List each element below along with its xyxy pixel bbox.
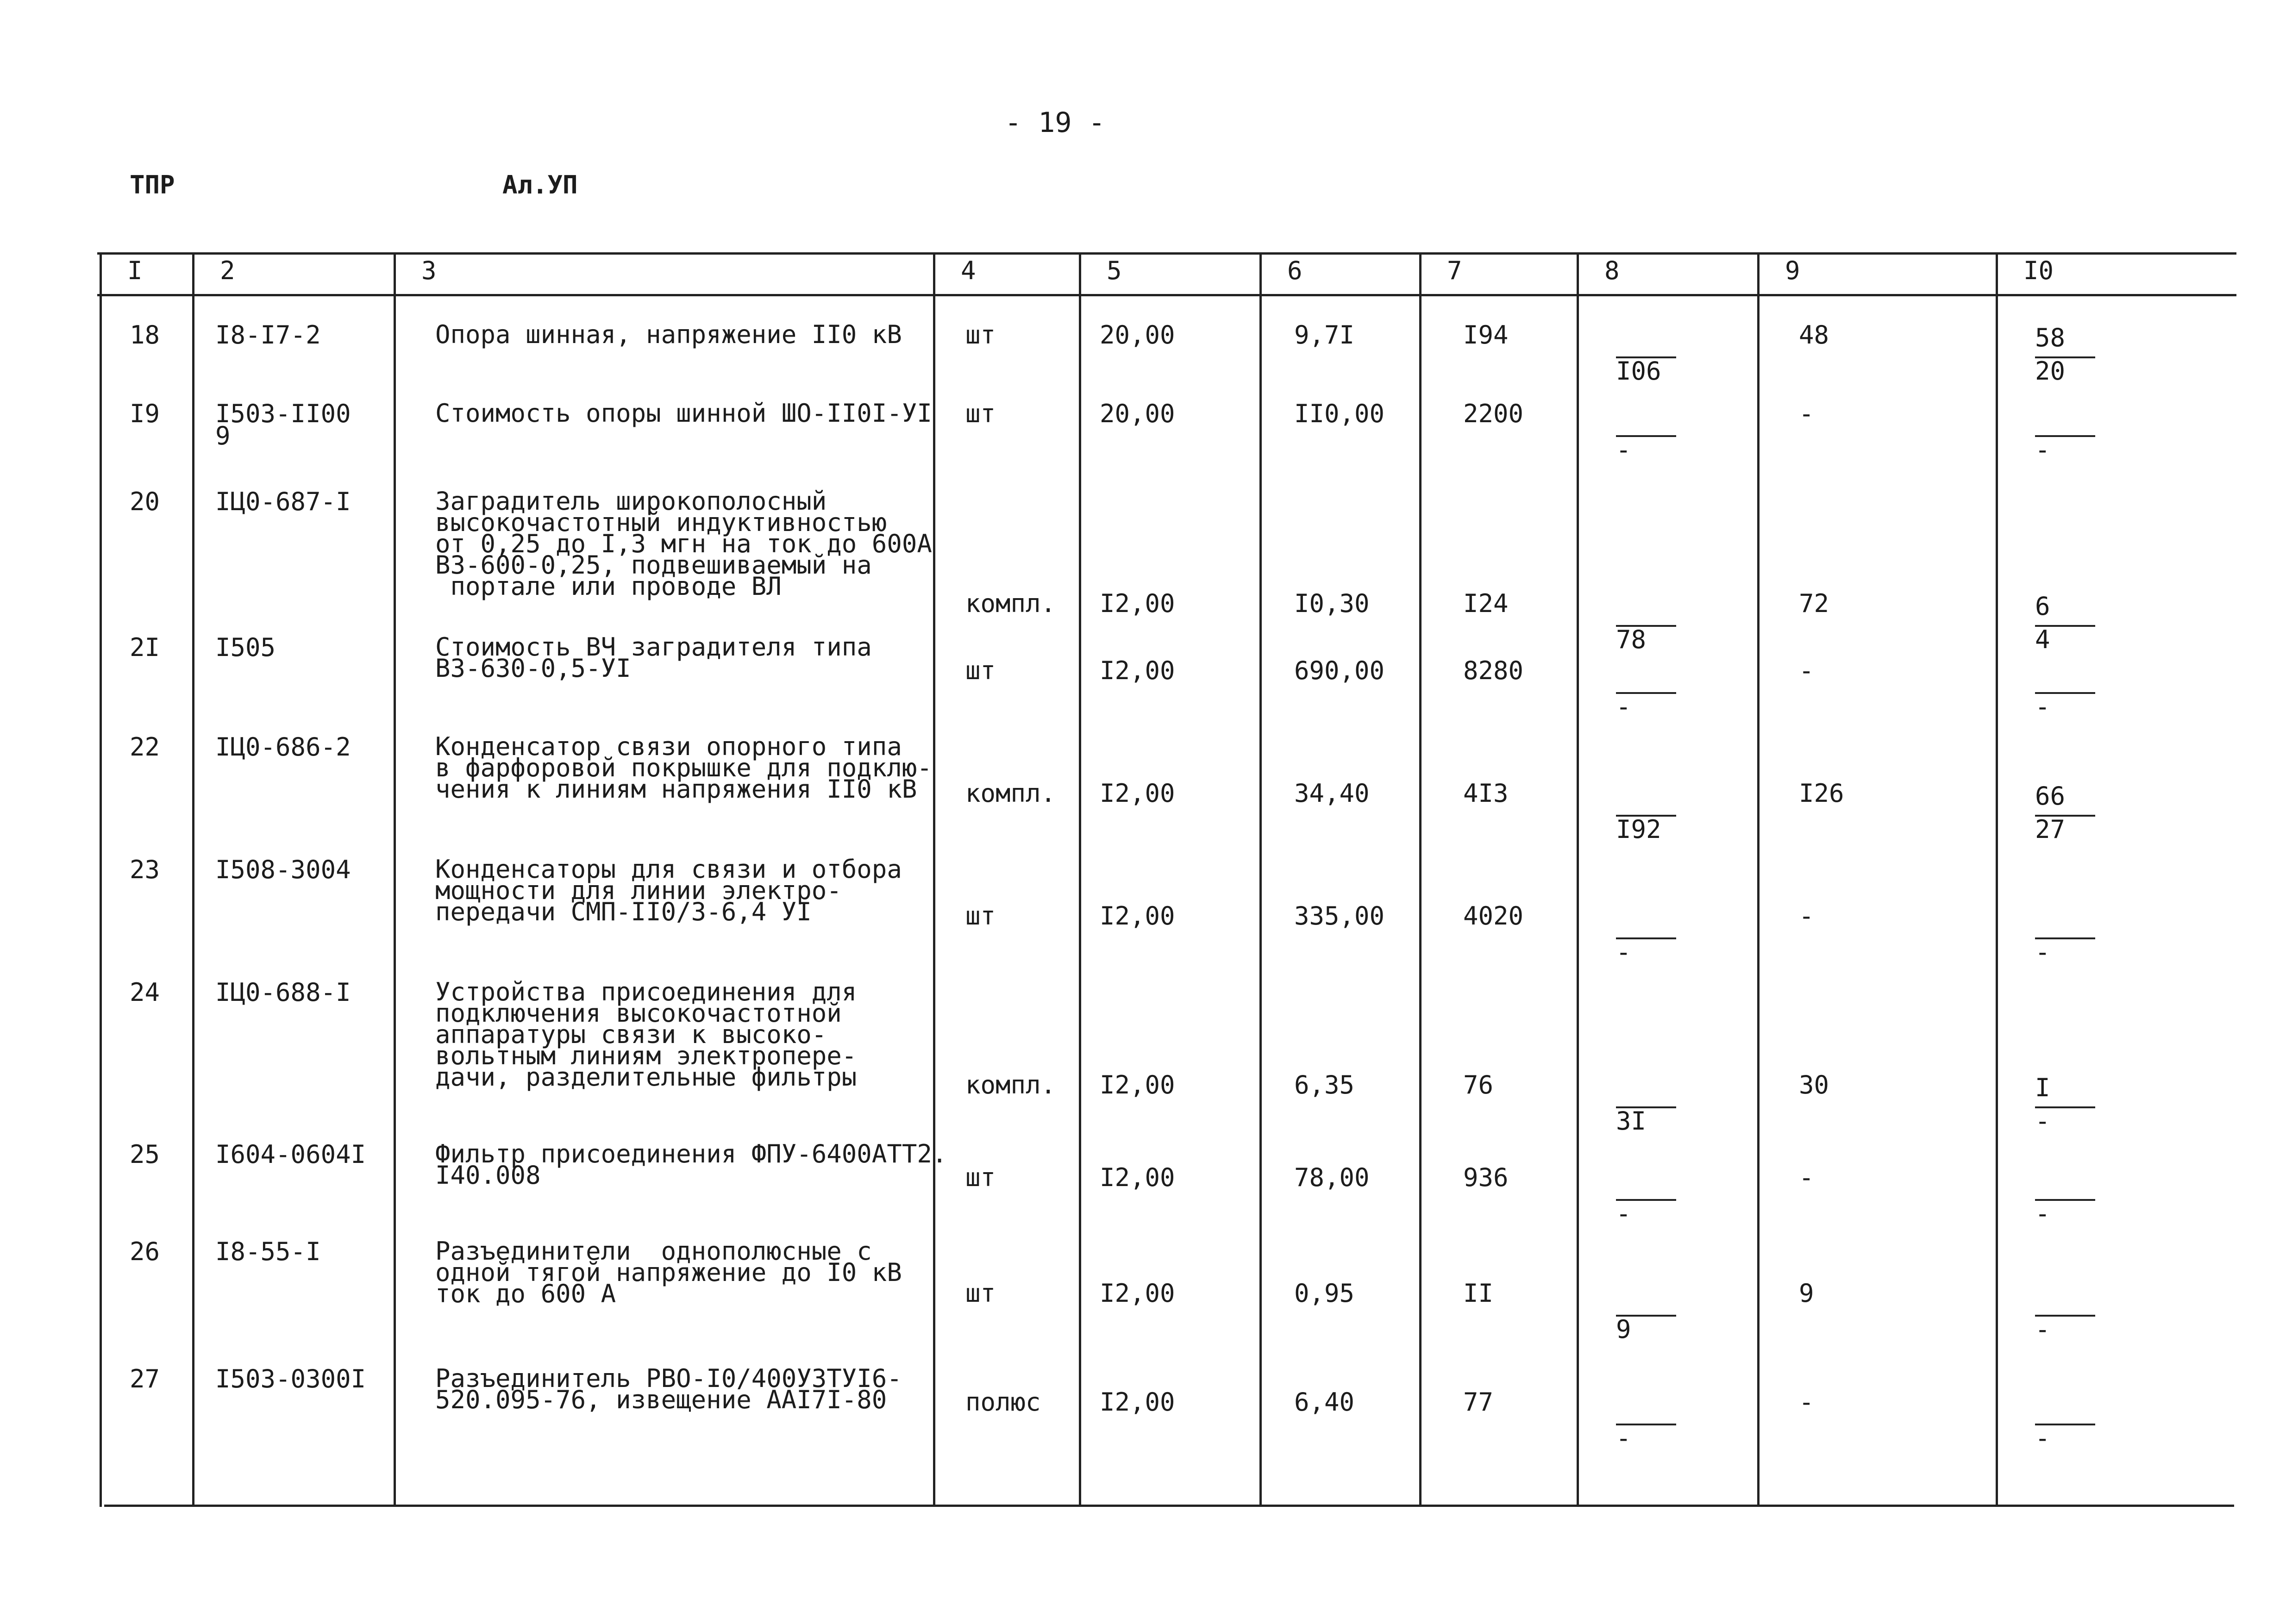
fraction-denominator: I06 (1616, 356, 1661, 386)
column-divider (1996, 252, 1998, 1507)
row-price: 690,00 (1294, 656, 1385, 685)
fraction-denominator: 3I (1616, 1106, 1647, 1136)
row-quantity: I2,00 (1100, 779, 1175, 808)
row-number: I9 (130, 399, 160, 428)
row-number: 20 (130, 487, 160, 516)
row-total: I24 (1463, 589, 1509, 618)
row-total: 8280 (1463, 656, 1524, 685)
row-price: 34,40 (1294, 779, 1370, 808)
fraction-denominator: - (2035, 1424, 2050, 1453)
row-unit: шт (965, 1163, 996, 1192)
fraction-denominator: - (2035, 1106, 2050, 1136)
row-description: Устройства присоединения для подключения высокочастотной аппаратуры связи к высоко- вольтным линиям электропере- дачи, разделительные фильтры (435, 977, 857, 1092)
header-bottom-border (97, 294, 2236, 296)
fraction-denominator: - (2035, 435, 2050, 464)
fraction-denominator: 4 (2035, 625, 2050, 654)
row-description: Фильтр присоединения ФПУ-6400АТТ2. I40.008 (435, 1139, 947, 1190)
column-divider (1079, 252, 1081, 1507)
row-code: I8-55-I (215, 1237, 321, 1266)
row-code: I505 (215, 633, 276, 662)
row-total: 4I3 (1463, 779, 1509, 808)
row-description: Опора шинная, напряжение II0 кВ (435, 320, 902, 349)
row-unit: шт (965, 320, 996, 350)
row-number: 26 (130, 1237, 160, 1266)
row-unit: шт (965, 399, 996, 428)
row-number: 27 (130, 1364, 160, 1393)
row-price: I0,30 (1294, 589, 1370, 618)
row-price: 335,00 (1294, 901, 1385, 931)
fraction-denominator: - (2035, 1315, 2050, 1344)
column-divider (192, 252, 194, 1507)
row-price: 6,40 (1294, 1387, 1355, 1417)
row-description: Заградитель широкополосный высокочастотный индуктивностью от 0,25 до I,3 мгн на ток до 600А ВЗ-600-0,25, подвешиваемый на портале или проводе ВЛ (435, 487, 932, 601)
row-description: Стоимость ВЧ заградителя типа ВЗ-630-0,5-УI (435, 632, 872, 683)
row-quantity: I2,00 (1100, 656, 1175, 685)
left-code: ТПР (130, 170, 175, 200)
row-quantity: 20,00 (1100, 399, 1175, 428)
row-price: 0,95 (1294, 1279, 1355, 1308)
fraction-denominator: - (2035, 1199, 2050, 1228)
row-col9: - (1799, 1387, 1814, 1417)
row-code: I503-II00 9 (215, 399, 351, 450)
row-total: 76 (1463, 1070, 1494, 1099)
fraction-denominator: 20 (2035, 356, 2066, 386)
fraction-denominator: I92 (1616, 815, 1661, 844)
page-number: - 19 - (1005, 106, 1105, 139)
row-number: 25 (130, 1140, 160, 1169)
row-code: I503-0300I (215, 1364, 366, 1393)
table-top-border (97, 252, 2236, 255)
column-header: 9 (1785, 256, 1800, 285)
fraction-numerator: I (2035, 1073, 2050, 1102)
row-quantity: I2,00 (1100, 1279, 1175, 1308)
row-price: 9,7I (1294, 320, 1355, 350)
column-divider (933, 252, 935, 1507)
row-total: I94 (1463, 320, 1509, 350)
column-header: 7 (1447, 256, 1462, 285)
row-price: II0,00 (1294, 399, 1385, 428)
table-bottom-border (104, 1505, 2234, 1507)
column-divider (1419, 252, 1422, 1507)
fraction-numerator: 6 (2035, 592, 2050, 621)
row-description: Разъединители однополюсные с одной тягой напряжение до I0 кВ ток до 600 А (435, 1237, 902, 1308)
row-number: 2I (130, 633, 160, 662)
row-unit: шт (965, 656, 996, 685)
column-divider (1757, 252, 1760, 1507)
row-unit: шт (965, 1279, 996, 1308)
column-header: 6 (1287, 256, 1303, 285)
column-header: I (127, 256, 143, 285)
row-col9: 48 (1799, 320, 1829, 350)
row-unit: компл. (965, 779, 1056, 808)
row-col9: 72 (1799, 589, 1829, 618)
row-unit: компл. (965, 1070, 1056, 1099)
fraction-denominator: - (2035, 937, 2050, 967)
row-quantity: I2,00 (1100, 1387, 1175, 1417)
column-header: I0 (2023, 256, 2054, 285)
fraction-denominator: - (1616, 937, 1631, 967)
fraction-denominator: - (1616, 1199, 1631, 1228)
album-label: Ал.УП (502, 170, 578, 200)
fraction-numerator: 58 (2035, 323, 2066, 352)
fraction-denominator: 27 (2035, 815, 2066, 844)
row-unit: полюс (965, 1387, 1041, 1417)
row-unit: шт (965, 901, 996, 931)
row-total: 77 (1463, 1387, 1494, 1417)
row-col9: - (1799, 901, 1814, 931)
row-description: Конденсаторы для связи и отбора мощности для линии электро- передачи СМП-II0/3-6,4 УI (435, 855, 902, 926)
column-header: 2 (220, 256, 235, 285)
row-code: I8-I7-2 (215, 320, 321, 350)
column-header: 5 (1107, 256, 1122, 285)
row-price: 6,35 (1294, 1070, 1355, 1099)
fraction-denominator: 78 (1616, 625, 1647, 654)
row-quantity: I2,00 (1100, 1070, 1175, 1099)
row-number: 22 (130, 732, 160, 762)
row-col9: - (1799, 656, 1814, 685)
column-divider (394, 252, 396, 1507)
column-divider (1259, 252, 1262, 1507)
row-number: 18 (130, 320, 160, 350)
fraction-denominator: - (1616, 435, 1631, 464)
row-code: IЦ0-686-2 (215, 732, 351, 762)
row-quantity: I2,00 (1100, 589, 1175, 618)
row-quantity: I2,00 (1100, 901, 1175, 931)
row-total: 2200 (1463, 399, 1524, 428)
fraction-denominator: - (1616, 1424, 1631, 1453)
row-description: Разъединитель РВО-I0/400УЗТУI6- 520.095-76, извещение ААI7I-80 (435, 1364, 902, 1414)
row-price: 78,00 (1294, 1163, 1370, 1192)
row-col9: 30 (1799, 1070, 1829, 1099)
row-description: Конденсатор связи опорного типа в фарфоровой покрышке для подклю- чения к линиям напряжения II0 кВ (435, 732, 932, 804)
column-header: 4 (961, 256, 976, 285)
fraction-numerator: 66 (2035, 781, 2066, 811)
row-description: Стоимость опоры шинной ШО-II0I-УI (435, 399, 932, 428)
row-total: II (1463, 1279, 1494, 1308)
row-code: IЦ0-687-I (215, 487, 351, 516)
row-quantity: I2,00 (1100, 1163, 1175, 1192)
row-col9: I26 (1799, 779, 1844, 808)
row-col9: - (1799, 399, 1814, 428)
row-quantity: 20,00 (1100, 320, 1175, 350)
column-header: 3 (421, 256, 437, 285)
row-col9: 9 (1799, 1279, 1814, 1308)
row-col9: - (1799, 1163, 1814, 1192)
column-header: 8 (1604, 256, 1620, 285)
row-number: 23 (130, 855, 160, 884)
fraction-denominator: - (2035, 692, 2050, 721)
row-code: I508-3004 (215, 855, 351, 884)
row-total: 936 (1463, 1163, 1509, 1192)
row-code: I604-0604I (215, 1140, 366, 1169)
fraction-denominator: - (1616, 692, 1631, 721)
fraction-denominator: 9 (1616, 1315, 1631, 1344)
row-code: IЦ0-688-I (215, 978, 351, 1007)
column-divider (1577, 252, 1579, 1507)
row-total: 4020 (1463, 901, 1524, 931)
column-divider (100, 252, 102, 1507)
row-unit: компл. (965, 589, 1056, 618)
row-number: 24 (130, 978, 160, 1007)
